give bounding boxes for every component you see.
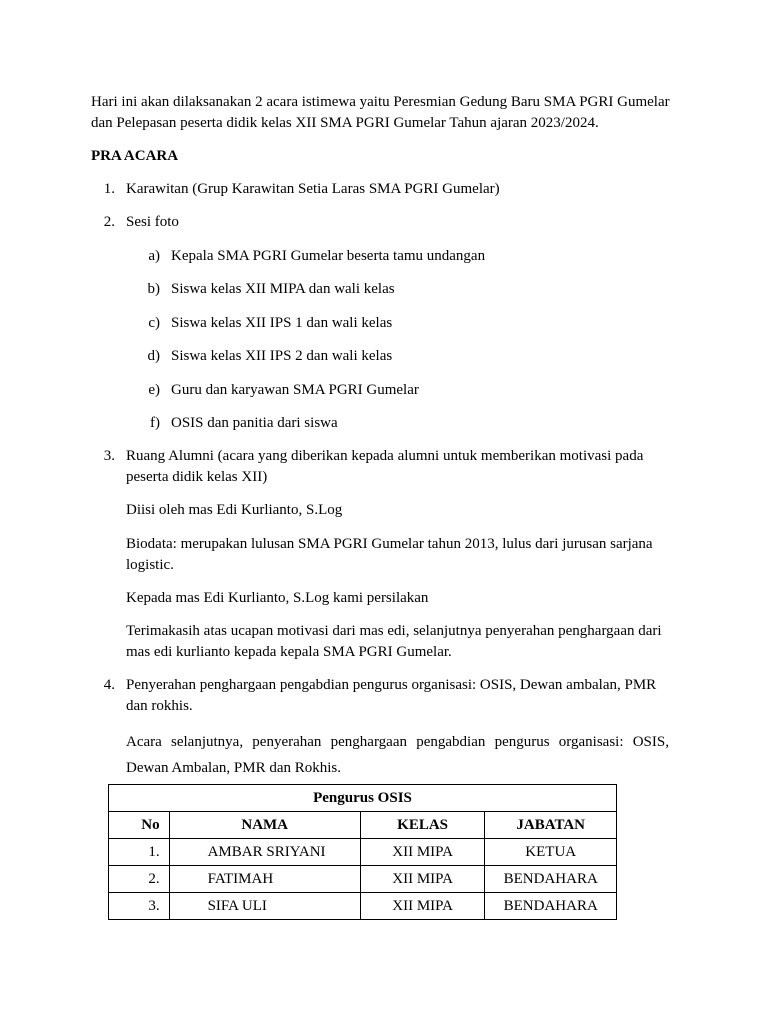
cell-nama: SIFA ULI (169, 893, 360, 920)
sublist-letter: b) (147, 281, 160, 297)
list-number: 1. (103, 181, 115, 197)
table-row (109, 893, 617, 920)
cell-nama: AMBAR SRIYANI (169, 839, 360, 866)
sublist-item-text: Siswa kelas XII IPS 1 dan wali kelas (171, 315, 393, 331)
sublist-letter: f) (150, 415, 160, 431)
sublist-item-text: Guru dan karyawan SMA PGRI Gumelar (171, 382, 419, 398)
list-item-text: Karawitan (Grup Karawitan Setia Laras SMA PGRI Gumelar) (126, 181, 500, 197)
header-nama: NAMA (169, 812, 360, 839)
osis-table (108, 784, 617, 920)
table-title-row (109, 785, 617, 812)
table-row (109, 866, 617, 893)
header-jabatan: JABATAN (485, 812, 617, 839)
cell-jabatan: BENDAHARA (485, 893, 617, 920)
cell-no: 3. (109, 893, 170, 920)
header-kelas: KELAS (360, 812, 485, 839)
cell-nama: FATIMAH (169, 866, 360, 893)
alumni-invite: Kepada mas Edi Kurlianto, S.Log kami persilakan (126, 590, 429, 606)
intro-paragraph: Hari ini akan dilaksanakan 2 acara istimewa yaitu Peresmian Gedung Baru SMA PGRI Gumelar dan Pelepasan peserta didik kelas XII SMA PGRI Gumelar Tahun ajaran 2023/2024. (91, 94, 670, 131)
list-item-text: Sesi foto (126, 214, 179, 230)
cell-no: 2. (109, 866, 170, 893)
sublist-letter: a) (148, 248, 160, 264)
table-header-row (109, 812, 617, 839)
sublist-item-text: Siswa kelas XII MIPA dan wali kelas (171, 281, 395, 297)
cell-kelas: XII MIPA (360, 866, 485, 893)
cell-kelas: XII MIPA (360, 893, 485, 920)
sublist-item-text: Siswa kelas XII IPS 2 dan wali kelas (171, 348, 393, 364)
cell-no: 1. (109, 839, 170, 866)
list-item-text: Penyerahan penghargaan pengabdian pengurus organisasi: OSIS, Dewan ambalan, PMR dan rokhis. (126, 677, 657, 714)
sublist-letter: d) (147, 348, 160, 364)
header-no: No (109, 812, 170, 839)
section-heading: PRA ACARA (91, 148, 179, 164)
sublist-letter: e) (148, 382, 160, 398)
cell-kelas: XII MIPA (360, 839, 485, 866)
list-number: 3. (103, 448, 115, 464)
cell-jabatan: BENDAHARA (485, 866, 617, 893)
list-number: 2. (103, 214, 115, 230)
next-event-paragraph: Acara selanjutnya, penyerahan penghargaan pengabdian pengurus organisasi: OSIS, Dewan Ambalan, PMR dan Rokhis. (126, 734, 669, 776)
sublist-item-text: Kepala SMA PGRI Gumelar beserta tamu undangan (171, 248, 486, 264)
sublist-letter: c) (148, 315, 160, 331)
alumni-thanks: Terimakasih atas ucapan motivasi dari mas edi, selanjutnya penyerahan penghargaan dari mas edi kurlianto kepada kepala SMA PGRI Gumelar. (126, 623, 662, 660)
list-item-text: Ruang Alumni (acara yang diberikan kepada alumni untuk memberikan motivasi pada peserta didik kelas XII) (126, 448, 644, 485)
list-number: 4. (103, 677, 115, 693)
sublist-item-text: OSIS dan panitia dari siswa (171, 415, 338, 431)
cell-jabatan: KETUA (485, 839, 617, 866)
alumni-biodata: Biodata: merupakan lulusan SMA PGRI Gumelar tahun 2013, lulus dari jurusan sarjana logistic. (126, 536, 653, 573)
table-row (109, 839, 617, 866)
alumni-filled-by: Diisi oleh mas Edi Kurlianto, S.Log (126, 502, 343, 518)
table-title: Pengurus OSIS (109, 785, 617, 812)
